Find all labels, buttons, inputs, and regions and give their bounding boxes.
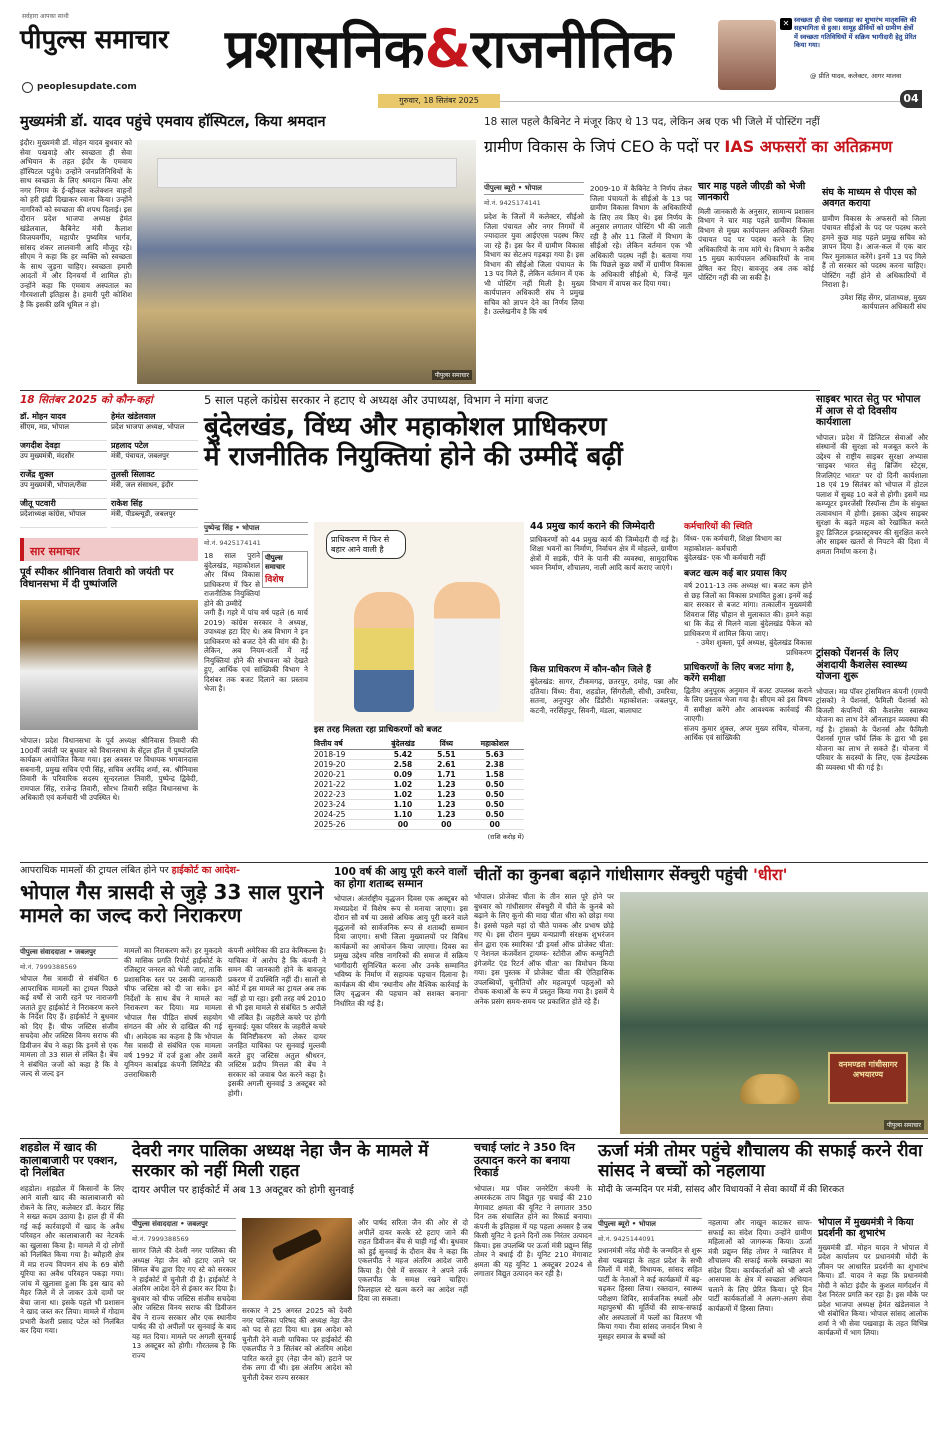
review-body: द्वितीय अनुपूरक अनुमान में बजट उपलब्ध कराने के लिए प्रस्ताव भेजा गया है। सीएम को इस विषय में समीक्षा करेंगे और आवश्यक कार्रवाई की जाएगी। [684, 685, 812, 724]
special-badge-name: पीपुल्स समाचार [265, 554, 285, 571]
story-plant [474, 1142, 592, 1432]
th: वित्तीय वर्ष [314, 739, 379, 750]
story-tomar-headline: ऊर्जा मंत्री तोमर पहुंचे शौचालय की सफाई करने रीवा सांसद ने बच्चों को नहलाया [598, 1141, 923, 1181]
story-ias-side [698, 182, 814, 388]
story-bundel-col1 [204, 522, 308, 822]
bday-person [111, 470, 198, 499]
th: महाकोशल [466, 739, 525, 750]
story-gas-col2: मामलों का निराकरण करें। हर मुकदमे की मासिक प्रगति रिपोर्ट हाईकोर्ट के रजिस्ट्रार जनरल को भेजी जाए, ताकि प्रशासनिक स्तर पर उसकी जानकारी चीफ जस्टिस को दी जा सके। इन निर्देशों के साथ बेंच ने मामले का निराकरण कर दिया। मप्र मामला भोपाल गैस पीड़ित संघर्ष सहयोग संगठन की ओर से दाखिल की गई थी। आवेदक का कहना है कि भोपाल गैस त्रासदी से संबंधित एक मामला वर्ष 1992 में दर्ज हुआ और उसमें यूनियन कार्बाइड कंपनी लिमिटेड की उत्तराधिकारी [124, 946, 222, 1079]
story-bundel-col-right [684, 522, 812, 852]
budget-table-cell: 2020-21 [314, 769, 379, 779]
story-bundel-col1a: 18 साल पुराने बुंदेलखंड, महाकोशल और विंध्य विकास प्राधिकरण में फिर से राजनीतिक नियुक्तियां होने की उम्मीदें [204, 551, 260, 608]
story-gas-kicker-a: आपराधिक मामलों की ट्रायल लंबित होने पर [20, 865, 172, 876]
budget-table-cell: 2021-22 [314, 779, 379, 789]
story-bhopal-cm-body: मुख्यमंत्री डॉ. मोहन यादव ने भोपाल में प्रदेश कार्यालय पर प्रधानमंत्री मोदी के जीवन पर आधारित प्रदर्शनी का शुभारंभ किया। डॉ. यादव ने कहा कि प्रधानमंत्री मोदी ने कोटा इंदौर के कुशल मार्गदर्शन में देश निरंतर प्रगति कर रहा है। इस मौके पर प्रदेश भाजपा अध्यक्ष हेमंत खंडेलवाल ने भी संबोधित किया। भोपाल सांसद आलोक शर्मा ने भी सेवा पखवाड़ा के तहत विभिन्न कार्यक्रमों में भाग लिया। [818, 1242, 928, 1338]
story-ias-headline [484, 137, 893, 157]
sar-label: सार समाचार [30, 545, 80, 558]
sar-samachar [20, 538, 198, 860]
quote-author: @ प्रीति यादव, कलेक्टर, आगर मालवा [810, 72, 902, 80]
story-devri-col2: सरकार ने 25 अगस्त 2025 को देवरी नगर पालिका परिषद की अध्यक्ष नेहा जैन को पद से हटा दिया था। इस आदेश को चुनौती देने वाली याचिका पर हाईकोर्ट की एकलपीठ ने 3 सितंबर को अंतरिम आदेश पारित करते हुए (नेहा जैन को) हटाने पर रोक लगा दी थी। इस अंतरिम आदेश को चुनौती देकर राज्य सरकार [242, 1306, 352, 1382]
story-gas-cols [20, 946, 326, 1134]
masthead [0, 0, 945, 112]
masthead-tagline: सर्वहारा आपका साथी [22, 13, 69, 20]
story-bhopal-cm-headline: भोपाल में मुख्यमंत्री ने किया प्रदर्शनी का शुभारंभ [818, 1217, 914, 1239]
story-bundel-col1b: जगी हैं। गहरे में पांच वर्ष पहले (6 मार्च 2019) कांग्रेस सरकार ने अध्यक्ष, उपाध्यक्ष हटा दिए थे। अब विभाग ने इन प्राधिकरण को बजट देने की मांग की है। लेकिन, अब नियम-शर्तों में नई नियुक्तियां होने की संभावना को देखते हुए, आर्थिक एवं सांख्यिकी विभाग ने दिसंबर तक बजट दिलाने का प्रस्ताव भेजा है। [204, 608, 308, 693]
budget-table-cell: 1.23 [427, 809, 465, 819]
budget-table-cell: 2025-26 [314, 819, 379, 829]
budget-zero-title: बजट खत्म कई बार प्रयास किए [684, 568, 787, 579]
budget-table-cell: 2024-25 [314, 809, 379, 819]
budget-table-cell: 0.09 [379, 769, 428, 779]
story-age [334, 866, 468, 1134]
paper-name [20, 20, 169, 56]
th: विंध्य [427, 739, 465, 750]
budget-table-cell: 1.71 [427, 769, 465, 779]
story-shahdol [20, 1142, 124, 1432]
budget-table-cell: 2.61 [427, 759, 465, 769]
story-cm-body: इंदौर। मुख्यमंत्री डॉ. मोहन यादव बुधवार को सेवा पखवाड़े और स्वच्छता ही सेवा अभियान के तहत इंदौर के एमवाय हॉस्पिटल पहुंचे। उन्होंने जनप्रतिनिधियों के साथ स्वच्छता के लिए श्रमदान किया और नगर निगम के ई-व्हीकल कलेक्शन वाहनों को हरी झंडी दिखाकर रवाना किया। उन्होंने नागरिकों को स्वच्छता की शपथ दिलाई। इस दौरान प्रदेश भाजपा अध्यक्ष हेमंत खंडेलवाल, कैबिनेट मंत्री कैलाश विजयवर्गीय, महापौर पुष्यमित्र भार्गव, सांसद शंकर लालवानी आदि मौजूद रहे। सीएम ने कहा कि हर व्यक्ति को स्वच्छता के साथ जुड़ना चाहिए। स्वच्छता हमारी आदतों में और दिनचर्या में शामिल हो। उन्होंने कहा कि एमवाय अस्पताल का गौरवशाली इतिहास है। हमारी पूरी कोशिश है कि इसकी छवि धूमिल न हो। [20, 138, 132, 309]
budget-table-row [314, 819, 524, 829]
budget-zero-by: - उमेश शुक्ला, पूर्व अध्यक्ष, बुंदेलखंड विकास प्राधिकरण [696, 638, 812, 657]
bday-place: प्रदेशाध्यक्ष कांग्रेस, भोपाल [20, 509, 86, 518]
story-bundel-headline-2: में राजनीतिक नियुक्तियां होने की उम्मीदें बढ़ीं [204, 442, 623, 473]
story-tomar-col2: नहलाया और नाखून काटकर साफ-सफाई का संदेश दिया। उन्होंने ग्रामीण महिलाओं को जागरूक किया। ऊर्जा मंत्री प्रद्युम्न सिंह तोमर ने ग्वालियर में शौचालय की सफाई करके स्वच्छता का संदेश दिया। कार्यकर्ताओं को भी अपने आसपास के क्षेत्र में स्वच्छता अभियान चलाने के लिए प्रेरित किया। पूरे दिन पार्टी कार्यकर्ताओं ने अलग-अलग सेवा कार्यक्रमों में हिस्सा लिया। [708, 1218, 812, 1313]
budget-table-title: इस तरह मिलता रहा प्राधिकरणों को बजट [314, 725, 442, 735]
story-cheetah-headline-b: 'धीरा' [753, 865, 788, 884]
story-ias-col1: प्रदेश के जिलों में कलेक्टर, सीईओ जिला पंचायत और नगर निगमों में ज्यादातर युवा आईएएस पदस्थ किए जा रहे हैं। इस फेर में ग्रामीण विकास विभाग का सेटअप गड़बड़ा गया है। इस विभाग की सीईओ जिला पंचायत के 13 पद मिले हैं, लेकिन वर्तमान में एक भी पोस्टिंग नहीं मिली है। मुख्य कार्यपालन अधिकारी संघ ने प्रमुख सचिव को ज्ञापन देने का निर्णय लिया है। उल्लेखनीय है कि वर्ष [484, 212, 584, 316]
bday-name: तुलसी सिलावट [111, 470, 198, 481]
page-number: 04 [900, 90, 922, 108]
date-rule [500, 101, 900, 102]
story-gas-col1 [20, 946, 118, 1134]
sign-board [828, 1052, 908, 1104]
story-tomar-mobile: मो.नं. 9425144091 [598, 1235, 655, 1243]
story-bundel-byline: पुष्पेन्द्र सिंह • भोपाल [204, 522, 308, 535]
budget-table-cell: 00 [427, 819, 465, 829]
story-sangh-body: ग्रामीण विकास के अफसरों को जिला पंचायत सीईओ के पद पर पदस्थ करने हमने कुछ माह पहले प्रमुख सचिव को ज्ञापन दिया है। आज-कल में एक बार फिर मुलाकात करेंगे। इनमें 13 पद मिले हैं तो सरकार को पदस्थ करना चाहिए। पोस्टिंग नहीं होने से अधिकारियों में निराशा है। [822, 213, 926, 290]
story-cyber-body: भोपाल। प्रदेश में डिजिटल सेवाओं और संस्थानों की सुरक्षा को मजबूत करने के उद्देश्य से राष्ट्रीय साइबर सुरक्षा अभ्यास 'साइबर भारत सेतु ब्रिजिंग स्टेट्स, रिजलिएंट भारत' पर दो दिनी कार्यशाला 18 एवं 19 सितंबर को भोपाल में होटल पलाश में सुबह 10 बजे से होगी। इसमें मप्र कम्प्यूटर इमरजेंसी रिस्पॉन्स टीम के संयुक्त तत्वावधान में होगी। इसका उद्देश्य साइबर सुरक्षा के बढ़ते महत्व को रेखांकित करते हुए डिजिटल इन्फ्रास्ट्रक्चर की सुरक्षित करने और साइबर खतरों से निपटने की दिशा में क्षमता निर्माण करना है। [816, 432, 928, 556]
story-ias-columns [484, 182, 814, 388]
review-title: प्राधिकरणों के लिए बजट मांगा है, करेंगे समीक्षा [684, 663, 795, 684]
bday-place: मंत्री, पंचायत, जबलपुर [111, 451, 169, 460]
story-devri-col3: और पार्षद सरिता जैन की ओर से दो अपीलें दायर करके स्टे हटाए जाने की राहत डिवीजन बेंच से चाही गई थी। बुधवार को हुई सुनवाई के दौरान बेंच ने कहा कि एकलपीठ ने महज अंतरिम आदेश जारी किया है। ऐसे में सरकार ने अपने तर्क एकलपीठ के समक्ष रखने चाहिए। फिलहाल स्टे खत्म करने का आदेश नहीं दिया जा सकता। [358, 1218, 468, 1303]
story-cyber-headline: साइबर भारत सेतु पर भोपाल में आज से दो दिवसीय कार्यशाला [816, 394, 921, 428]
section-title-2: राजनीतिक [470, 19, 674, 80]
story-cm-photo-credit: पीपुल्स समाचार [432, 370, 472, 380]
story-bundel [204, 394, 812, 860]
budget-table-unit: (राशि करोड़ में) [487, 832, 524, 841]
story-ias-headline-2: IAS अफसरों का अतिक्रमण [724, 137, 893, 157]
works-body: प्राधिकरणों को 44 प्रमुख कार्य की जिम्मेदारी दी गई है। शिक्षा भवनों का निर्माण, निर्वाचन क्षेत्र में मोहल्ले, ग्रामीण क्षेत्रों में सड़कें, पीने के पानी की व्यवस्था, सामुदायिक भवन निर्माण, शौचालय, नाली आदि कार्य कराए जाएंगे। [530, 534, 678, 573]
budget-table-cell: 5.51 [427, 749, 465, 759]
story-sangh-quote-by: उमेश सिंह सेंगर, प्रांताध्यक्ष, मुख्य कार्यपालन अधिकारी संघ [840, 292, 926, 312]
story-cm [20, 114, 476, 388]
story-transco [816, 648, 928, 860]
budget-table-cell: 1.02 [379, 779, 428, 789]
story-sangh [822, 188, 926, 388]
cartoon-figure-left [354, 592, 414, 712]
bday-person [111, 412, 198, 441]
story-bhopal-cm [818, 1218, 928, 1432]
story-tomar-byline: पीपुल्स ब्यूरो • भोपाल [598, 1218, 702, 1231]
story-ias-side-body: मिली जानकारी के अनुसार, सामान्य प्रशासन विभाग ने चार माह पहले ग्रामीण विकास विभाग से मुख्य कार्यपालन अधिकारी जिला पंचायत पद पर पदस्थ करने के लिए अधिकारियों के नाम मांगे थे। विभाग ने करीब 15 मुख्य कार्यपालन अधिकारियों के नाम प्रेषित कर दिए। बावजूद अब तक कोई पोस्टिंग नहीं की जा सकी है। [698, 206, 814, 283]
story-cheetah-photo [620, 892, 928, 1134]
budget-table-box [314, 726, 524, 846]
bday-person [20, 499, 107, 528]
bday-name: प्रहलाद पटेल [111, 441, 198, 452]
story-ias-col2: 2009-10 में कैबिनेट ने निर्णय लेकर जिला पंचायतों के सीईओ के 13 पद ग्रामीण विकास विभाग के अधिकारियों के लिए तय किए थे। इस निर्णय के अनुसार लगातार पोस्टिंग भी की जाती रही है और 11 जिलों में विभाग के सीईओ रहे। लेकिन वर्तमान एक भी अधिकारी पदस्थ नहीं है। बताया गया कि पिछले कुछ वर्षों में ग्रामीण विकास के अधिकारी सीईओ थे, जिन्हें मूल विभाग में वापस कर दिया गया। [590, 184, 692, 288]
bday-place: उप मुख्यमंत्री, मंदसौर [20, 451, 75, 460]
budget-table-cell: 0.50 [466, 809, 525, 819]
budget-table-cell: 2019-20 [314, 759, 379, 769]
budget-table-cell: 5.63 [466, 749, 525, 759]
story-gas-kicker [20, 866, 326, 877]
sar-headline: पूर्व स्पीकर श्रीनिवास तिवारी को जयंती पर विधानसभा में दी पुष्पांजलि [20, 567, 174, 590]
story-gas [20, 866, 326, 1134]
th: बुंदेलखंड [379, 739, 428, 750]
budget-table-row [314, 779, 524, 789]
x-icon: ✕ [780, 18, 792, 30]
story-cheetah [474, 866, 928, 1134]
bday-person [20, 412, 107, 441]
birthdays-grid [20, 412, 198, 530]
story-plant-body: भोपाल। मप्र पॉवर जनरेटिंग कंपनी के अमरकंटक ताप विद्युत गृह चचाई की 210 मेगावाट क्षमता की यूनिट ने लगातार 350 दिन तक संचालित होने का रिकार्ड बनाया। कंपनी के इतिहास में यह पहला अवसर है जब किसी यूनिट ने इतने दिनों तक निरंतर उत्पादन किया। इस उपलब्धि पर ऊर्जा मंत्री प्रद्युम्न सिंह तोमर ने बधाई दी है। यूनिट 210 मेगावाट क्षमता की यह यूनिट 1 अक्टूबर 2024 से लगातार विद्युत उत्पादन कर रही है। [474, 1183, 592, 1279]
date-line: गुरुवार, 18 सितंबर 2025 [399, 96, 479, 105]
budget-table-cell: 0.50 [466, 799, 525, 809]
bday-person [111, 499, 198, 528]
budget-table-cell: 1.23 [427, 779, 465, 789]
story-age-body: भोपाल। अंतर्राष्ट्रीय वृद्धजन दिवस एक अक्टूबर को मध्यप्रदेश में विशेष रूप से मनाया जाएगा। इस दौरान सौ वर्ष या उससे अधिक आयु पूरी करने वाले वृद्धजनों को सार्वजनिक रूप से शताब्दी सम्मान दिया जाएगा। सभी जिला मुख्यालयों पर विविध कार्यक्रमों का आयोजन किया जाएगा। दिवस का प्रमुख उद्देश्य वरिष्ठ नागरिकों की समाज में सक्रिय भागीदारी सुनिश्चित करना और उनके सम्मानित भविष्य के निर्माण में सहायक पहचान दिलाना है। कार्यक्रम की थीम 'स्थानीय और वैश्विक कार्रवाई के लिए वृद्धजन की पहचान को सशक्त बनाना' निर्धारित की गई है। [334, 894, 468, 1008]
story-cheetah-headline [474, 866, 928, 884]
story-ias-kicker: 18 साल पहले कैबिनेट ने मंजूर किए थे 13 पद, लेकिन अब एक भी जिले में पोस्टिंग नहीं [484, 116, 820, 128]
birthdays-title: 18 सितंबर 2025 को कौन-कहां [20, 394, 153, 406]
budget-table-cell: 1.58 [466, 769, 525, 779]
budget-table-cell: 00 [466, 819, 525, 829]
story-gas-byline: पीपुल्स संवाददाता • जबलपुर [20, 946, 118, 959]
gavel-icon [271, 1228, 322, 1262]
cartoon-figure-right [434, 582, 500, 712]
districts-title: किस प्राधिकरण में कौन-कौन जिले हैं [530, 664, 651, 675]
story-tomar-sub: मोदी के जन्मदिन पर मंत्री, सांसद और विधायकों ने सेवा कार्यों में की शिरकत [598, 1185, 845, 1196]
date-bar [378, 94, 500, 108]
sar-photo [20, 600, 198, 730]
story-bundel-headline-1: बुंदेलखंड, विंध्य और महाकोशल प्राधिकरण [204, 412, 607, 443]
budget-table-cell: 1.10 [379, 799, 428, 809]
budget-table-row [314, 809, 524, 819]
story-cm-photo [137, 140, 476, 384]
story-gas-mobile: मो.नं. 7999388569 [20, 963, 77, 971]
story-tomar-col1 [598, 1218, 702, 1432]
story-cheetah-body: भोपाल। प्रोजेक्ट चीता के तीन साल पूरे होने पर बुधवार को गांधीसागर सेंक्चुरी में चीते के कुनबे को बढ़ाने के लिए कूनो की मादा चीता धीरा को छोड़ा गया है। इससे पहले यहां दो चीते पावक और प्रभाष छोड़े गए थे। इस दौरान मुख्य वन्यप्राणी संरक्षक शुभरंजन सेन द्वारा एक स्मारिका 'डी इयर्स ऑफ प्रोजेक्ट चीता: ए नेशनल कंजर्वेशन ट्रायम्फ- स्टोरीज ऑफ कम्युनिटी इंगेजमेंट एंड रिटर्न ऑफ चीता' का विमोचन किया गया। इस पुस्तक में प्रोजेक्ट चीता की ऐतिहासिक उपलब्धियों, चुनौतियों और महत्वपूर्ण पहलुओं को रोचक कथाओं के रूप में प्रस्तुत किया गया है। इसमें ये अनेक प्रसंग समय-समय पर प्रकाशित होते रहे हैं। [474, 892, 614, 1006]
bday-place: मंत्री, पीडब्ल्यूडी, जबलपुर [111, 509, 176, 518]
bday-place: उप मुख्यमंत्री, भोपाल/रीवा [20, 480, 87, 489]
story-cyber [816, 394, 928, 644]
story-devri-col1-body: सागर जिले की देवरी नगर पालिका की अध्यक्ष नेहा जैन को हटाए जाने पर सिंगल बेंच द्वारा दिए गए स्टे को सरकार ने हाईकोर्ट में चुनौती दी है। हाईकोर्ट ने अंतरिम आदेश देने से इंकार कर दिया है। बुधवार को चीफ जस्टिस संजीव सचदेवा और जस्टिस विनय सराफ की डिवीजन बेंच ने राज्य सरकार और एक स्थानीय पार्षद की दो अपीलों पर सुनवाई के बाद यह मत दिया। मामले पर अगली सुनवाई 13 अक्टूबर को होगी। गौरतलब है कि राज्य [132, 1246, 236, 1360]
story-cheetah-headline-a: चीतों का कुनबा बढ़ाने गांधीसागर सेंक्चुरी पहुंची [474, 865, 748, 884]
story-tomar-col1-body: प्रधानमंत्री नरेंद्र मोदी के जन्मदिन से शुरू सेवा पखवाड़ा के तहत प्रदेश के सभी जिलों में मंत्री, विधायक, सांसद सहित पार्टी के नेताओं ने कई कार्यक्रमों में बढ़-चढ़कर हिस्सा लिया। रक्तदान, स्वास्थ्य परीक्षण शिविर, सार्वजनिक स्थलों और महापुरुषों की मूर्तियों की साफ-सफाई और अस्पतालों में फलों का वितरण भी किया गया। रीवा सांसद जनार्दन मिश्रा ने मुसहर समाज के बच्चों को [598, 1246, 702, 1341]
story-ias-byline: पीपुल्स ब्यूरो • भोपाल [484, 182, 584, 195]
story-bundel-col-mid [530, 522, 678, 852]
story-tomar [598, 1142, 928, 1432]
story-bundel-kicker: 5 साल पहले कांग्रेस सरकार ने हटाए थे अध्यक्ष और उपाध्यक्ष, विभाग ने मांगा बजट [204, 393, 549, 407]
story-gas-col1-body: भोपाल गैस त्रासदी से संबंधित 6 आपराधिक मामलों का ट्रायल पिछले कई वर्षों से जारी रहने पर नाराजगी जताते हुए हाईकोर्ट ने निराकरण करने के निर्देश दिए हैं। हाईकोर्ट ने बुधवार को दिए हैं। चीफ जस्टिस संजीव सचदेवा और जस्टिस विनय सराफ की डिवीजन बेंच ने कहा कि इनमें से एक मामला तो 33 साल से लंबित है। बेंच ने संबंधित जजों को कहा है कि वे जल्द से जल्द इन [20, 974, 118, 1078]
story-gas-headline: भोपाल गैस त्रासदी से जुड़े 33 साल पुराने मामले का जल्द करो निराकरण [20, 879, 324, 927]
bday-place: प्रदेश भाजपा अध्यक्ष, भोपाल [111, 422, 185, 431]
birthdays-box [20, 394, 198, 530]
budget-zero-body: वर्ष 2011-13 तक अध्यक्ष था। बजट कम होने से छह जिलों का विकास प्रभावित हुआ। इनमें कई बार सरकार से बजट मांगा। तत्कालीन मुख्यमंत्री शिवराज सिंह चौहान से मुलाकात की। हमने कहा था कि केंद्र से मिलने वाला बुंदेलखंड पैकेज को प्राधिकरण में शामिल किया जाए। [684, 581, 812, 638]
section-title [225, 18, 695, 98]
story-devri [132, 1142, 468, 1432]
story-devri-photo [242, 1218, 352, 1300]
section-title-1: प्रशासनिक [225, 19, 425, 80]
bday-name: राकेश सिंह [111, 499, 198, 510]
sar-label-bar [20, 538, 198, 561]
budget-table-cell: 00 [379, 819, 428, 829]
section-amp: & [424, 19, 471, 80]
budget-table-cell: 2022-23 [314, 789, 379, 799]
budget-table-row [314, 749, 524, 759]
story-devri-sub: दायर अपील पर हाईकोर्ट में अब 13 अक्टूबर को होगी सुनवाई [132, 1185, 354, 1197]
cartoon [314, 522, 524, 722]
budget-table-row [314, 759, 524, 769]
bday-person [20, 441, 107, 470]
story-devri-mobile: मो.नं. 7999388569 [132, 1235, 189, 1243]
story-ias-headline-1: ग्रामीण विकास के जिपं CEO के पदों पर [484, 137, 720, 157]
paper-name-text: पीपुल्स समाचार [20, 25, 169, 55]
rule-middle [20, 862, 928, 863]
banner [157, 158, 457, 188]
story-ias-side-head: चार माह पहले जीएडी को भेजी जानकारी [698, 181, 806, 203]
story-cm-headline: मुख्यमंत्री डॉ. यादव पहुंचे एमवाय हॉस्पिटल, किया श्रमदान [20, 114, 326, 130]
staff-item: बुंदेलखंड- एक भी कर्मचारी नहीं [684, 553, 766, 563]
bday-name: राजेंद्र शुक्ल [20, 470, 107, 481]
bday-place: सीएम, मप्र, भोपाल [20, 422, 69, 431]
story-devri-col1 [132, 1218, 236, 1432]
bday-name: जीतू पटवारी [20, 499, 107, 510]
quote-text: स्वच्छता ही सेवा पखवाड़ा का शुभारंभ मातृशक्ति की सहभागिता से हुआ। सामूह ढीवियों को ग्रामीण क्षेत्रों में स्वच्छता गतिविधियों में सक्रिय भागीदारी हेतु प्रेरित किया गया। [794, 16, 917, 50]
story-shahdol-body: शहडोल। शहडोल में किसानों के लिए आने वाली खाद की कालाबाजारी को रोकने के लिए, कलेक्टर डॉ. केदार सिंह ने सख्त कदम उठाया है। हाल ही में की गई कई कार्रवाइयों में खाद के अवैध परिवहन और कालाबाजारी का नेटवर्क का खुलासा किया है। मामले में दो लोगों को निलंबित किया गया है। ब्यौहारी क्षेत्र में मप्र राज्य विपणन संघ के 69 बोरी यूरिया का अवैध परिवहन पकड़ा गया। जांच में खुलासा हुआ कि इस खाद को मैहर जिले में ले जाकर ऊंचे दामों पर बेचा जाना था। इसके पहले भी प्रशासन ने खाद जब्त कर लिया। मामले में गोदाम प्रभारी केशरी प्रसाद पटेल को निलंबित कर दिया गया। [20, 1183, 124, 1336]
staff-item: विंध्य- एक कर्मचारी, शिक्षा विभाग का [684, 534, 782, 544]
story-sangh-headline: संघ के माध्यम से पीएस को अवगत कराया [822, 187, 917, 209]
website-link[interactable]: peoplesupdate.com [37, 82, 137, 92]
review-by: संजय कुमार शुक्ल, अपर मुख्य सचिव, योजना, आर्थिक एवं सांख्यिकी [684, 723, 812, 743]
story-bundel-mobile: मो.नं. 9425174141 [204, 539, 261, 547]
story-gas-col3: कंपनी अमेरिका की डाउ केमिकल्स है। याचिका में आरोप है कि कंपनी ने समन की जानकारी होने के बावजूद प्रकरण में उपस्थिति नहीं दी। सालों से कोर्ट में इस मामले का ट्रायल अब तक नहीं हो पा रहा। इसी तरह वर्ष 2010 से भी इस मामले से संबंधित 5 अपीलें भी लंबित हैं। जहरीले कचरे पर होगी सुनवाई: यूका परिसर के जहरीले कचरे के विनिष्टीकरण को लेकर दायर जनहित याचिका पर सुनवाई मुल्तवी करते हुए जस्टिस अतुल श्रीधरन, जस्टिस प्रदीप मित्तल की बेंच ने सरकार को जवाब पेश करने कहा है। इसकी अगली सुनवाई 3 अक्टूबर को होगी। [228, 946, 326, 1098]
sign-board-text: वनमण्डल गांधीसागर अभयारण्य [838, 1060, 898, 1080]
story-devri-byline: पीपुल्स संवाददाता • जबलपुर [132, 1218, 236, 1231]
budget-table-cell: 2.58 [379, 759, 428, 769]
budget-table-cell: 0.50 [466, 789, 525, 799]
budget-table-cell: 1.10 [379, 809, 428, 819]
budget-table-header [314, 739, 524, 750]
budget-table-cell: 2.38 [466, 759, 525, 769]
budget-table-cell: 1.02 [379, 789, 428, 799]
sar-body: भोपाल। प्रदेश विधानसभा के पूर्व अध्यक्ष श्रीनिवास तिवारी की 100वीं जयंती पर बुधवार को विधानसभा के सेंट्रल हॉल में पुष्पांजलि कार्यक्रम आयोजित किया गया। इस अवसर पर विधायक भगवानदास सबनानी, प्रमुख सचिव एपी सिंह, सचिव अरविंद शर्मा, स्व. श्रीनिवास तिवारी के परिवारिक सदस्य सुन्दरलाल तिवारी, पुष्पेन्द्र द्विवेदी, रामपाल सिंह, राजेन्द्र तिवारी, सौरभ तिवारी सहित विधानसभा के अधिकारी एवं कर्मचारी भी उपस्थित थे। [20, 736, 198, 802]
globe-icon [22, 82, 33, 93]
bday-name: डॉ. मोहन यादव [20, 412, 107, 423]
quote-box [718, 10, 918, 96]
budget-table-row [314, 769, 524, 779]
quote-photo [718, 20, 776, 90]
budget-table-cell: 1.23 [427, 799, 465, 809]
staff-item: महाकोशल- कर्मचारी [684, 543, 738, 553]
special-badge [262, 551, 308, 588]
story-transco-headline: ट्रांसको पेंशनर्स के लिए अंशदायी कैशलेस स्वास्थ्य योजना शुरू [816, 648, 908, 682]
districts-body: बुंदेलखंड: सागर, टीकमगढ़, छतरपुर, दमोह, पन्ना और दतिया। विंध्य: रीवा, शहडोल, सिंगरौली, सीधी, उमरिया, सतना, अनूपपुर और डिंडौरी। महाकोशल: जबलपुर, कटनी, नरसिंहपुर, सिवनी, मंडला, बालाघाट [530, 677, 678, 715]
special-badge-label: विशेष [265, 575, 284, 585]
story-transco-body: भोपाल। मप्र पॉवर ट्रांसमिशन कंपनी (एमपी ट्रांसको) ने पेंशनर्स, फैमिली पेंशनर्स को बिजली कंपनियों की कैशलेस स्वास्थ्य योजना का लाभ देने ऑनलाइन व्यवस्था की गई है। ट्रांसको के पेंशनर्स और फैमिली पेंशनर्स गूगल फॉर्म लिंक के द्वारा भी इस योजना का लाभ ले सकते हैं। योजना में परिवार के सदस्यों के लिए, एक हेल्पडेस्क की व्यवस्था भी की गई है। [816, 686, 928, 772]
bday-person [111, 441, 198, 470]
story-plant-headline: चचाई प्लांट ने 350 दिन उत्पादन करने का बनाया रिकार्ड [474, 1141, 575, 1180]
story-age-headline: 100 वर्ष की आयु पूरी करने वालों का होगा शताब्द सम्मान [334, 866, 467, 891]
budget-table-cell: 2018-19 [314, 749, 379, 759]
story-devri-headline: देवरी नगर पालिका अध्यक्ष नेहा जैन के मामले में सरकार को नहीं मिली राहत [132, 1141, 429, 1181]
budget-table-cell: 2023-24 [314, 799, 379, 809]
budget-table-cell: 5.42 [379, 749, 428, 759]
budget-table-row [314, 799, 524, 809]
bday-person [20, 470, 107, 499]
rule-bottom [20, 1138, 928, 1139]
rule-top-middle [20, 390, 820, 391]
story-cheetah-photo-credit: पीपुल्स समाचार [884, 1120, 924, 1130]
budget-table-cell: 0.50 [466, 779, 525, 789]
staff-title: कर्मचारियों की स्थिति [684, 522, 753, 532]
budget-table [314, 739, 524, 830]
story-ias-mobile: मो.नं. 9425174141 [484, 199, 541, 207]
cartoon-bubble: प्राधिकरण में फिर से बहार आने वाली है [326, 530, 406, 559]
budget-table-row [314, 789, 524, 799]
cheetah-figure [740, 1074, 800, 1104]
story-shahdol-headline: शहडोल में खाद की कालाबाजारी पर एक्शन, दो निलंबित [20, 1141, 118, 1180]
budget-table-cell: 1.23 [427, 789, 465, 799]
bday-name: जगदीश देवड़ा [20, 441, 107, 452]
story-gas-kicker-b: हाईकोर्ट का आदेश- [171, 865, 240, 876]
bday-name: हेमंत खंडेलवाल [111, 412, 198, 423]
bday-place: मंत्री, जल संसाधन, इंदौर [111, 480, 174, 489]
works-title: 44 प्रमुख कार्य कराने की जिम्मेदारी [530, 521, 655, 532]
